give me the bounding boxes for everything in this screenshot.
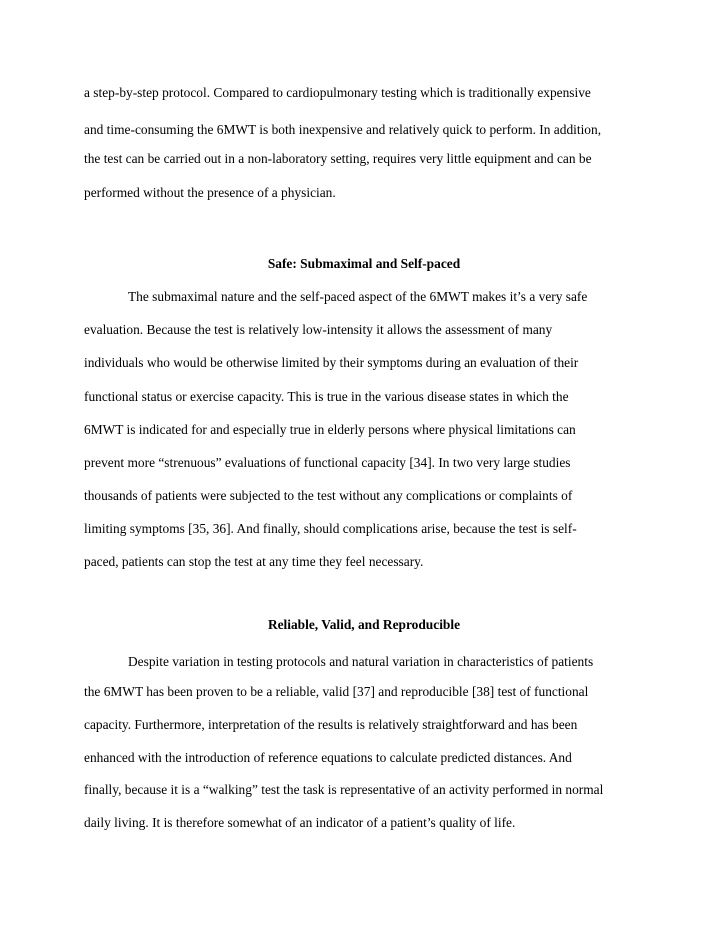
- paragraph-line: and time-consuming the 6MWT is both inexpensive and relatively quick to perform. In addition,: [84, 122, 602, 137]
- paragraph-line: finally, because it is a “walking” test the task is representative of an activity performed in normal: [84, 782, 604, 797]
- paragraph-line: the 6MWT has been proven to be a reliable, valid [37] and reproducible [38] test of functional: [84, 684, 589, 699]
- paragraph-line: daily living. It is therefore somewhat of an indicator of a patient’s quality of life.: [84, 815, 516, 830]
- paragraph-line: capacity. Furthermore, interpretation of the results is relatively straightforward and has been: [84, 717, 578, 732]
- paragraph-line: Despite variation in testing protocols and natural variation in characteristics of patients: [128, 654, 594, 669]
- paragraph-line: evaluation. Because the test is relatively low-intensity it allows the assessment of many: [84, 322, 553, 337]
- section-heading: Safe: Submaximal and Self-paced: [267, 256, 461, 271]
- paragraph-line: 6MWT is indicated for and especially true in elderly persons where physical limitations can: [84, 422, 576, 437]
- paragraph-line: prevent more “strenuous” evaluations of functional capacity [34]. In two very large studies: [84, 455, 571, 470]
- paragraph-line: individuals who would be otherwise limited by their symptoms during an evaluation of their: [84, 355, 579, 370]
- paragraph-line: performed without the presence of a physician.: [84, 185, 336, 200]
- paragraph-line: limiting symptoms [35, 36]. And finally, should complications arise, because the test is self-: [84, 521, 577, 536]
- paragraph-line: enhanced with the introduction of reference equations to calculate predicted distances. And: [84, 750, 572, 765]
- paragraph-line: functional status or exercise capacity. This is true in the various disease states in which the: [84, 389, 569, 404]
- paragraph-line: paced, patients can stop the test at any time they feel necessary.: [84, 554, 424, 569]
- paragraph-line: a step-by-step protocol. Compared to cardiopulmonary testing which is traditionally expensive: [84, 85, 591, 100]
- paragraph-line: The submaximal nature and the self-paced aspect of the 6MWT makes it’s a very safe: [128, 289, 588, 304]
- paragraph-line: thousands of patients were subjected to the test without any complications or complaints of: [84, 488, 573, 503]
- section-heading: Reliable, Valid, and Reproducible: [267, 617, 461, 632]
- paragraph-line: the test can be carried out in a non-laboratory setting, requires very little equipment and can be: [84, 151, 592, 166]
